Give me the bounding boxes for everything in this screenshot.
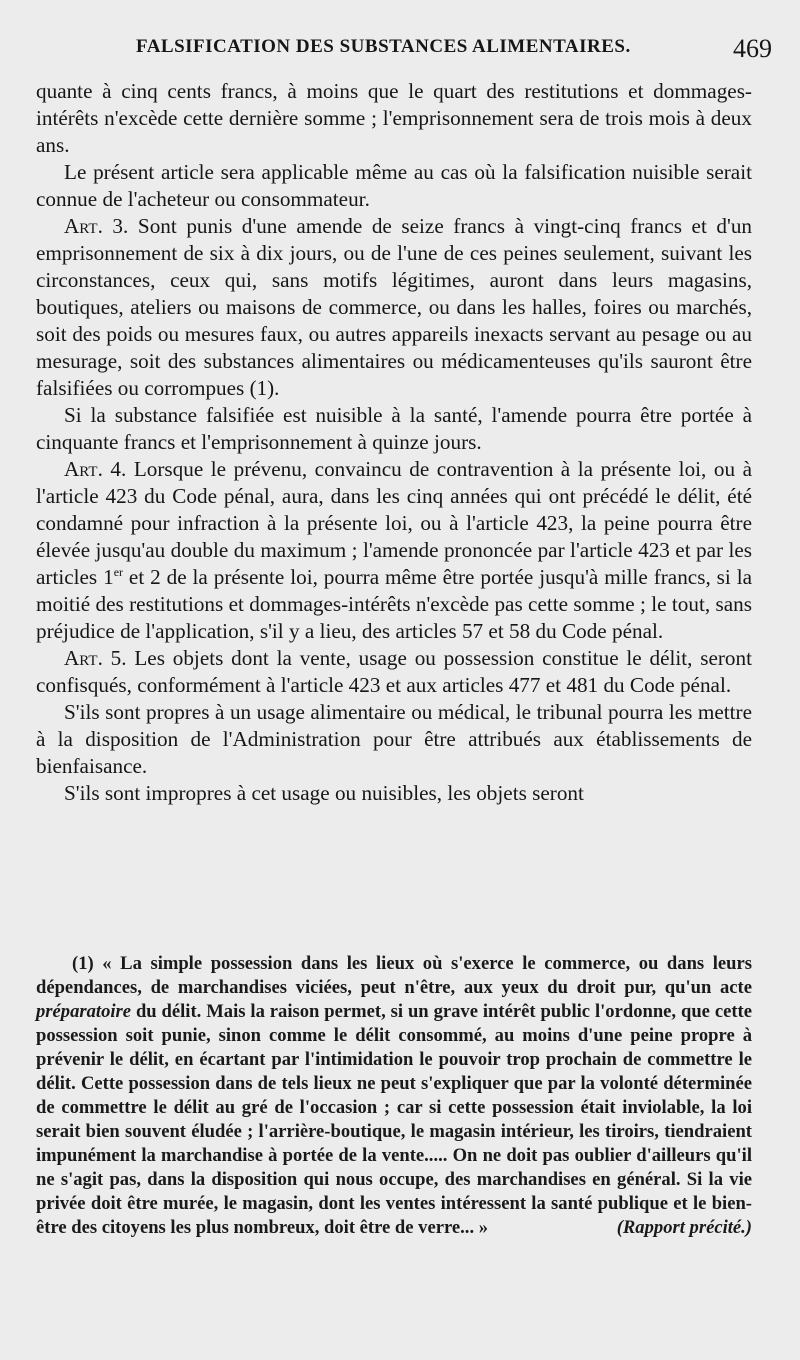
main-text xyxy=(36,78,752,807)
footnote-attribution: (Rapport précité.) xyxy=(616,1217,752,1238)
footnote-italic: préparatoire xyxy=(36,1001,132,1022)
paragraph xyxy=(36,780,752,807)
footnote-text-a: (1) « La simple possession dans les lieux où s'exerce le commerce, ou dans leurs dépendances, de marchandises viciées, peut n'être, aux yeux du droit pur, qu'un acte xyxy=(36,953,752,998)
article-text: Sont punis d'une amende de seize francs à vingt-cinq francs et d'un emprisonnement de six à dix jours, ou de l'une de ces peines seulement, suivant les circonstances, ceux qui, sans motifs légitimes, auront dans leurs magasins, boutiques, ateliers ou maisons de commerce, ou dans les halles, foires ou marchés, soit des poids ou mesures faux, ou autres appareils inexacts servant au pesage ou au mesurage, soit des substances alimentaires ou médicamenteuses qu'ils sauront être falsifiées ou corrompues xyxy=(36,214,753,400)
running-title: FALSIFICATION DES SUBSTANCES ALIMENTAIRES. xyxy=(136,36,631,57)
article-label: Art. 3. xyxy=(64,214,129,238)
article-text: Lorsque le prévenu, convaincu de contravention à la présente loi, ou à l'article 423 du Code pénal, aura, dans les cinq années qui ont précédé le délit, été condamné pour infraction à la présente loi, ou à l'article 423, la peine pourra être élevée jusqu'au double du maximum ; l'amende prononcée par l'article 423 et par les articles 1 xyxy=(36,457,752,589)
footnote-reference: (1). xyxy=(249,376,280,400)
footnote xyxy=(36,952,752,1240)
paragraph-text: quante à cinq cents francs, à moins que le quart des restitutions et dommages-intérêts n'excède cette dernière somme ; l'emprisonnement sera de trois mois à deux ans. xyxy=(36,79,752,157)
page-header xyxy=(36,36,772,68)
paragraph-text: Si la substance falsifiée est nuisible à la santé, l'amende pourra être portée à cinquante francs et l'emprisonnement à quinze jours. xyxy=(36,403,752,454)
paragraph xyxy=(36,159,752,213)
article-text-cont: et 2 de la présente loi, pourra même être portée jusqu'à mille francs, si la moitié des restitutions et dommages-intérêts n'excède pas cette somme ; le tout, sans préjudice de l'application, s'il y a lieu, des articles 57 et 58 du Code pénal. xyxy=(36,565,752,643)
paragraph xyxy=(36,78,752,159)
paragraph xyxy=(36,699,752,780)
paragraph-text: S'ils sont propres à un usage alimentaire ou médical, le tribunal pourra les mettre à la disposition de l'Administration pour être attribués aux établissements de bienfaisance. xyxy=(36,700,752,778)
superscript: er xyxy=(113,564,124,579)
paragraph-text: Le présent article sera applicable même au cas où la falsification nuisible serait connue de l'acheteur ou consommateur. xyxy=(36,160,752,211)
article-label: Art. 5. xyxy=(64,646,127,670)
article-4 xyxy=(36,456,752,645)
footnote-text xyxy=(36,952,752,1240)
paragraph-text: S'ils sont impropres à cet usage ou nuisibles, les objets seront xyxy=(64,781,584,805)
paragraph xyxy=(36,402,752,456)
article-5 xyxy=(36,645,752,699)
footnote-text-b: du délit. Mais la raison permet, si un grave intérêt public l'ordonne, que cette possession soit punie, sinon comme le délit consommé, au moins d'une peine propre à prévenir le délit, en écartant par l'intimidation le pouvoir trop prochain de commettre le délit. Cette possession dans de tels lieux ne peut s'expliquer que par la volonté déterminée de commettre le délit au gré de l'occasion ; car si cette possession était inviolable, la loi serait bien souvent éludée ; l'arrière-boutique, le magasin intérieur, les tiroirs, tiendraient impunément la marchandise à portée de la vente..... On ne doit pas oublier d'ailleurs qu'il ne s'agit pas, dans la disposition qui nous occupe, des marchandises en général. Si la vie privée doit être murée, le magasin, dont les ventes intéressent la santé publique et le bien-être des citoyens les plus nombreux, doit être de verre... » xyxy=(36,1001,752,1238)
article-3 xyxy=(36,213,752,402)
article-text: Les objets dont la vente, usage ou possession constitue le délit, seront confisqués, conformément à l'article 423 et aux articles 477 et 481 du Code pénal. xyxy=(36,646,753,697)
page-number: 469 xyxy=(733,34,772,63)
article-label: Art. 4. xyxy=(64,457,127,481)
